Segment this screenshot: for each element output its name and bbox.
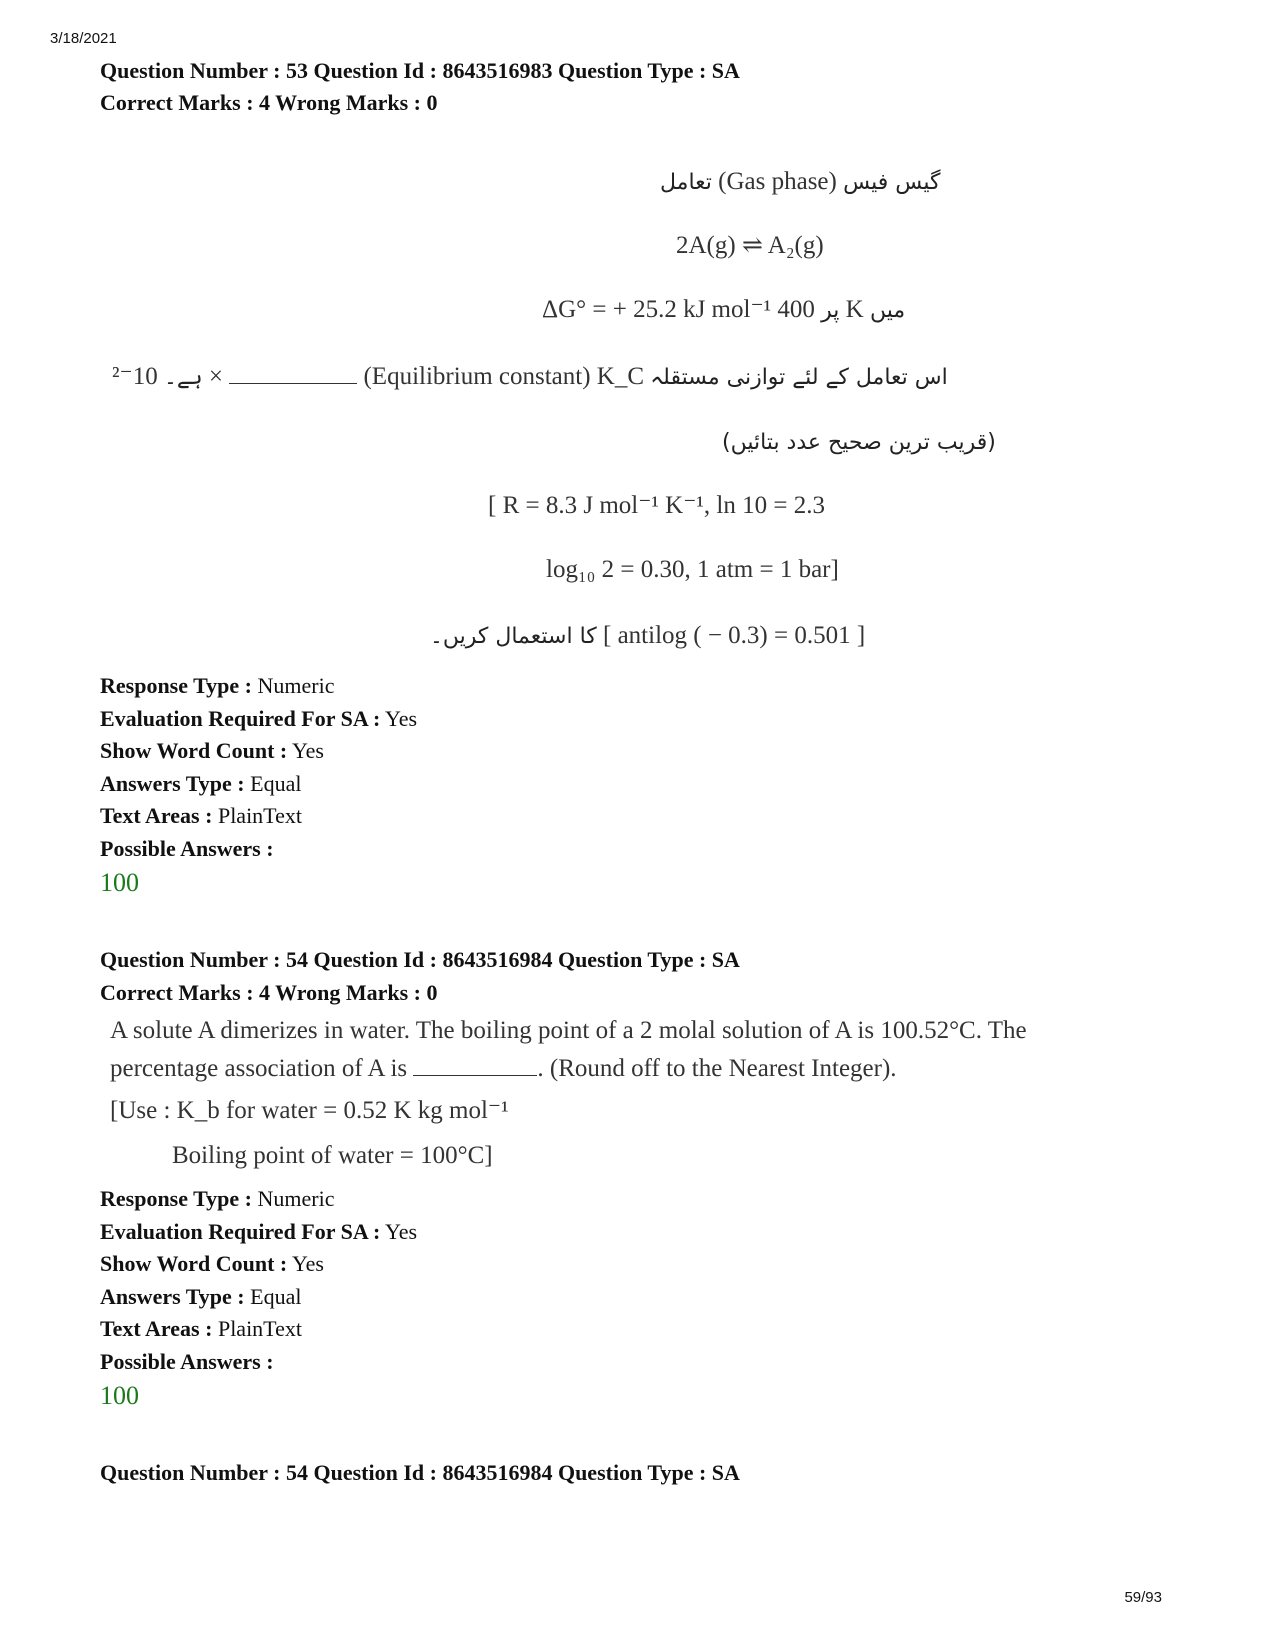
q53-temp: 400 K	[777, 296, 864, 323]
q53-given-line2: log₁₀ 2 = 0.30, 1 atm = 1 bar]	[546, 556, 839, 583]
q54-header: Question Number : 54 Question Id : 8643516984 Question Type : SA	[100, 947, 740, 972]
q53-delta-g: ΔG° = + 25.2 kJ mol⁻¹	[542, 296, 772, 323]
q53-possible-answers-label: Possible Answers :	[100, 836, 274, 861]
q53-word-count: Show Word Count : Yes	[100, 738, 324, 763]
print-date: 3/18/2021	[50, 30, 117, 47]
q53-kc-line	[112, 361, 948, 391]
q53-gas-phase: (Gas phase)	[718, 168, 837, 195]
q54-evaluation: Evaluation Required For SA : Yes	[100, 1219, 418, 1244]
q53-urdu-reaction: تعامل	[660, 170, 712, 195]
q53-urdu-kc: اس تعامل کے لئے توازنی مستقلہ	[650, 365, 948, 390]
q53-answers-type: Answers Type : Equal	[100, 771, 302, 796]
q53-marks: Correct Marks : 4 Wrong Marks : 0	[100, 90, 438, 115]
q53-reaction: 2A(g) ⇌ A₂(g)	[676, 232, 824, 259]
q53-answer: 100	[100, 868, 139, 897]
q54-text-line2: percentage association of A is . (Round off to the Nearest Integer).	[110, 1055, 897, 1082]
q54-answer-blank	[413, 1075, 537, 1076]
q54-answer: 100	[100, 1381, 139, 1410]
q53-delta-g-line	[542, 294, 905, 324]
q53-answer-blank	[229, 383, 357, 384]
q53-response-type: Response Type : Numeric	[100, 673, 335, 698]
q53-kc-value: 10⁻² ×	[112, 363, 223, 390]
q53-gas-phase-line	[660, 168, 940, 196]
q54-response-type: Response Type : Numeric	[100, 1186, 335, 1211]
q53-urdu-is: ہے۔	[163, 365, 203, 390]
q54-text-areas: Text Areas : PlainText	[100, 1316, 302, 1341]
q53-given-line1: [ R = 8.3 J mol⁻¹ K⁻¹, ln 10 = 2.3	[488, 492, 825, 519]
q53-header: Question Number : 53 Question Id : 8643516983 Question Type : SA	[100, 58, 740, 83]
q53-urdu-use: کا استعمال کریں۔	[430, 624, 597, 649]
q53-urdu-at: میں	[869, 298, 906, 323]
q54-text-line4: Boiling point of water = 100°C]	[172, 1142, 493, 1169]
q54-marks: Correct Marks : 4 Wrong Marks : 0	[100, 980, 438, 1005]
q53-given-line3	[430, 622, 865, 650]
q53-urdu-nearest: (قریب ترین صحیح عدد بتائیں)	[722, 430, 996, 455]
q54b-header: Question Number : 54 Question Id : 8643516984 Question Type : SA	[100, 1460, 740, 1485]
q54-word-count: Show Word Count : Yes	[100, 1251, 324, 1276]
q53-text-areas: Text Areas : PlainText	[100, 803, 302, 828]
q54-answers-type: Answers Type : Equal	[100, 1284, 302, 1309]
q54-text-line1: A solute A dimerizes in water. The boiling point of a 2 molal solution of A is 100.52°C. The	[110, 1017, 1027, 1044]
q53-urdu-gas-phase: گیس فیس	[843, 170, 941, 195]
page-number: 59/93	[1124, 1589, 1162, 1606]
q54-text-line3: [Use : K_b for water = 0.52 K kg mol⁻¹	[110, 1097, 509, 1124]
q54-possible-answers-label: Possible Answers :	[100, 1349, 274, 1374]
q53-antilog: [ antilog ( − 0.3) = 0.501 ]	[603, 622, 866, 649]
q53-kc-label: (Equilibrium constant) K_C	[363, 363, 645, 390]
q53-urdu-per: پر	[821, 298, 840, 323]
q53-evaluation: Evaluation Required For SA : Yes	[100, 706, 418, 731]
